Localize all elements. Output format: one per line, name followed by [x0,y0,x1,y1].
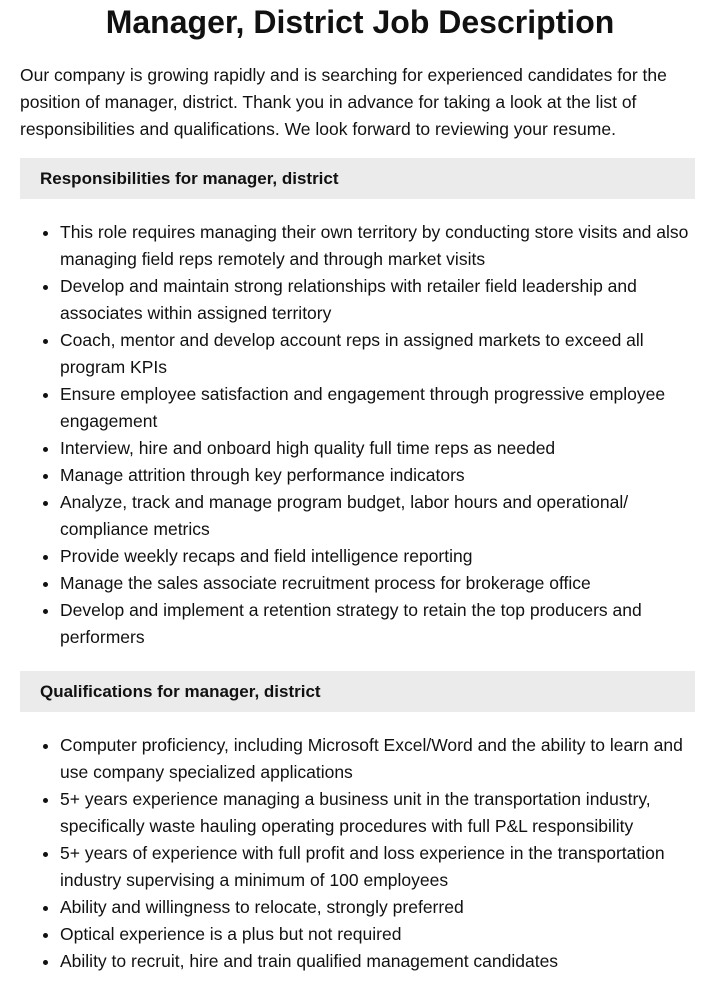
page-title: Manager, District Job Description [105,4,615,40]
list-item: • Ability and willingness to relocate, strongly preferred [60,894,700,921]
list-item: • Interview, hire and onboard high quality full time reps as needed [60,435,700,462]
list-item: • Optical experience is a plus but not required [60,921,700,948]
list-item: • Manage the sales associate recruitment process for brokerage office [60,570,700,597]
list-item: • Develop and implement a retention strategy to retain the top producers and performers [60,597,700,651]
list-item: • Develop and maintain strong relationships with retailer field leadership and associates within assigned territory [60,273,700,327]
list-item: • Computer proficiency, including Microsoft Excel/Word and the ability to learn and use company specialized applications [60,732,700,786]
responsibilities-list [0,219,700,651]
intro-paragraph: Our company is growing rapidly and is searching for experienced candidates for the position of manager, district. Thank you in advance for taking a look at the list of responsibilities and qualifications. We look forward to reviewing your resume. [20,65,667,139]
list-item: • Provide weekly recaps and field intelligence reporting [60,543,700,570]
list-item: • Ability to recruit, hire and train qualified management candidates [60,948,700,975]
list-item: • Coach, mentor and develop account reps in assigned markets to exceed all program KPIs [60,327,700,381]
list-item: • Analyze, track and manage program budget, labor hours and operational/ compliance metrics [60,489,700,543]
list-item: • Manage attrition through key performance indicators [60,462,700,489]
list-item: • 5+ years of experience with full profit and loss experience in the transportation industry supervising a minimum of 100 employees [60,840,700,894]
responsibilities-heading: Responsibilities for manager, district [20,158,695,199]
qualifications-heading: Qualifications for manager, district [20,671,695,712]
list-item: • Ensure employee satisfaction and engagement through progressive employee engagement [60,381,700,435]
list-item: • This role requires managing their own territory by conducting store visits and also managing field reps remotely and through market visits [60,219,700,273]
qualifications-list [0,732,700,975]
list-item: • 5+ years experience managing a business unit in the transportation industry, specifically waste hauling operating procedures with full P&L responsibility [60,786,700,840]
